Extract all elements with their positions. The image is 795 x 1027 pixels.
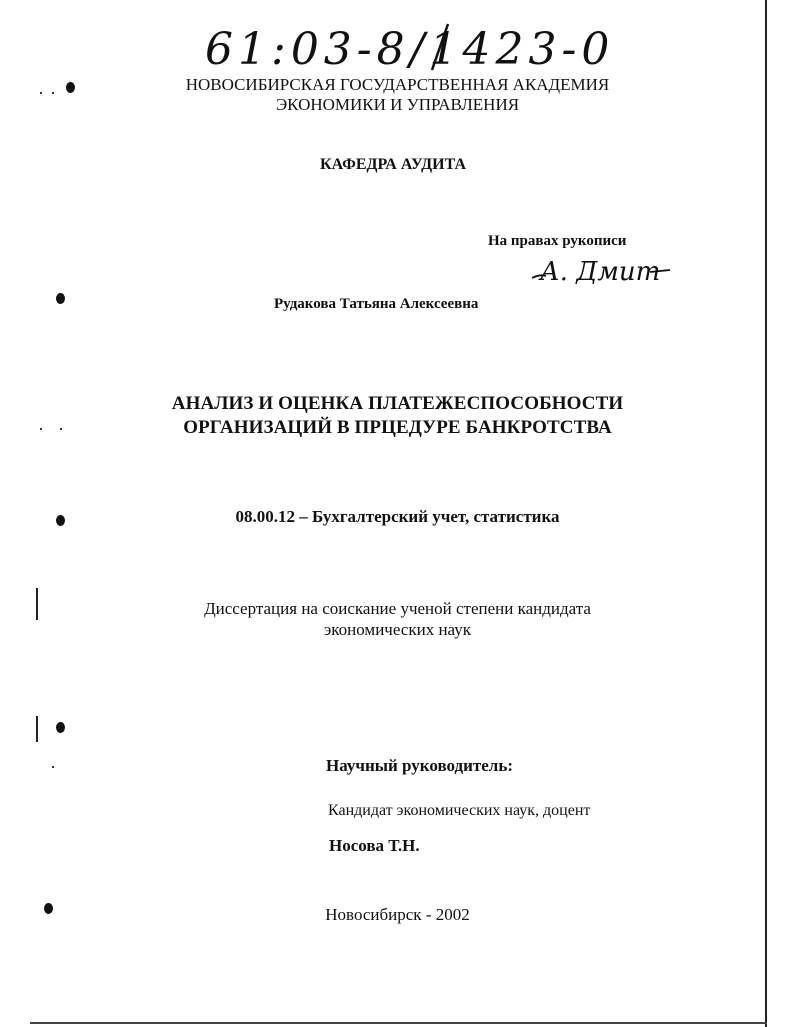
institution-line-2: ЭКОНОМИКИ И УПРАВЛЕНИЯ xyxy=(275,95,520,114)
title-line-2: ОРГАНИЗАЦИЙ В ПРЦЕДУРЕ БАНКРОТСТВА xyxy=(183,417,612,438)
institution-line-1: НОВОСИБИРСКАЯ ГОСУДАРСТВЕННАЯ АКАДЕМИЯ xyxy=(185,75,610,94)
title-line-1: АНАЛИЗ И ОЦЕНКА ПЛАТЕЖЕСПОСОБНОСТИ xyxy=(171,393,624,414)
punch-hole-mark xyxy=(56,722,65,733)
signature-text: А. Дмит xyxy=(540,257,661,287)
manuscript-rights-note: На правах рукописи xyxy=(488,233,627,249)
supervisor-label: Научный руководитель: xyxy=(326,756,513,775)
author-name: Рудакова Татьяна Алексеевна xyxy=(274,296,479,312)
punch-hole-mark xyxy=(56,293,65,304)
supervisor-degree: Кандидат экономических наук, доцент xyxy=(328,802,591,819)
scan-border-bottom xyxy=(30,1022,767,1024)
dissertation-title xyxy=(0,392,795,440)
department-name: КАФЕДРА АУДИТА xyxy=(319,156,466,173)
scan-speck xyxy=(52,766,54,768)
specialty-code: 08.00.12 – Бухгалтерский учет, статистика xyxy=(235,507,560,526)
handwritten-catalog-number xyxy=(200,14,615,76)
institution-name xyxy=(0,75,795,115)
handwritten-number-text: 61:03-8/1423-0 xyxy=(205,24,615,75)
scan-edge-mark xyxy=(36,716,38,742)
degree-line-1: Диссертация на соискание ученой степени кандидата xyxy=(204,599,591,618)
supervisor-name: Носова Т.Н. xyxy=(329,836,420,855)
place-and-year: Новосибирск - 2002 xyxy=(325,905,470,924)
dissertation-degree xyxy=(0,598,795,640)
degree-line-2: экономических наук xyxy=(323,620,472,639)
signature xyxy=(530,248,680,292)
